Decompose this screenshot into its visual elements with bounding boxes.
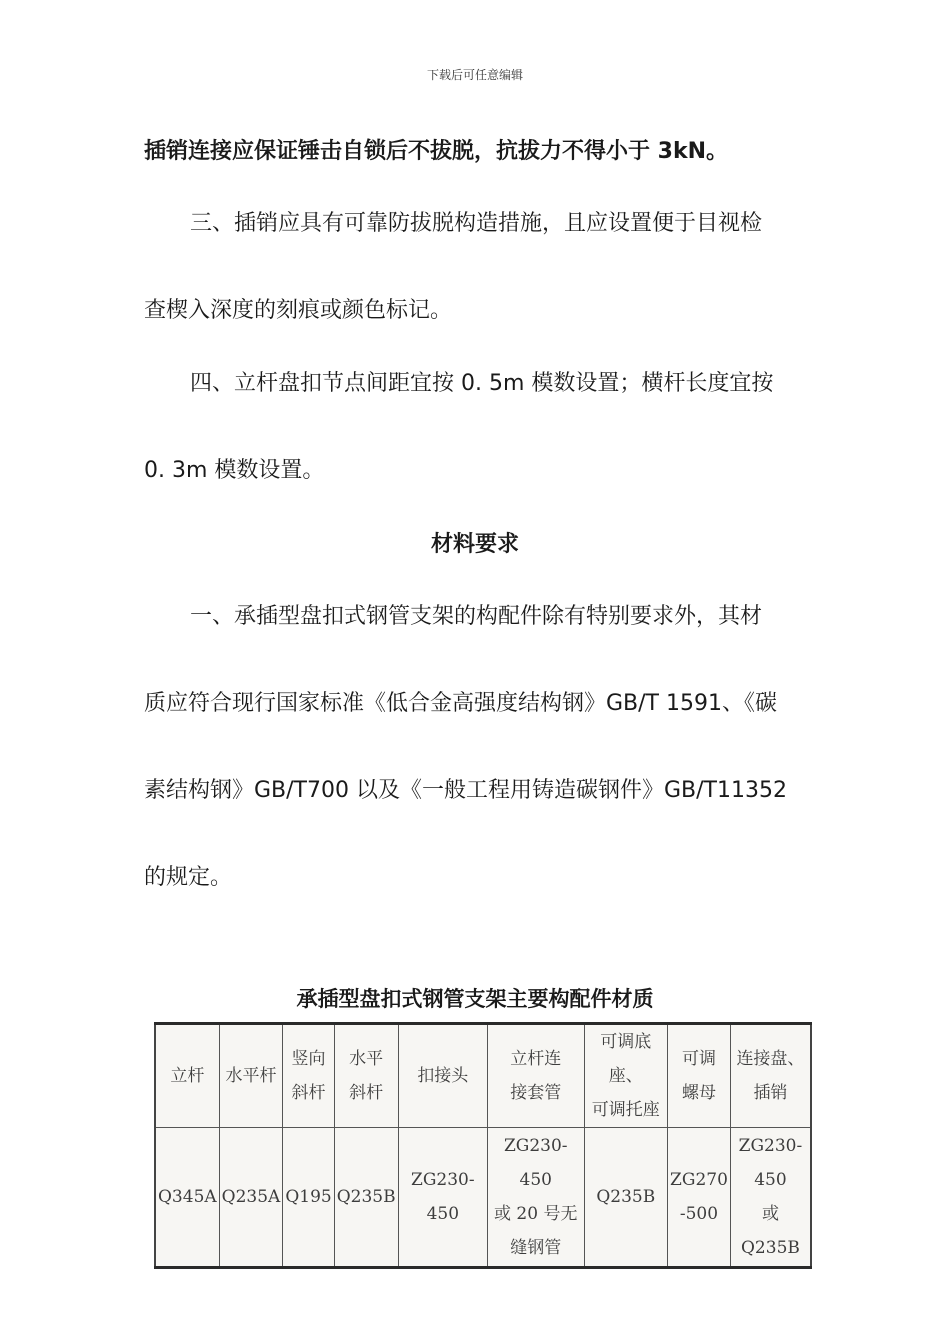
- paragraph-line: 四、立杆盘扣节点间距宜按 0. 5m 模数设置；横杆长度宜按: [190, 371, 774, 396]
- table-header-cell: 立杆连 接套管: [488, 1024, 585, 1128]
- paragraph-line: 质应符合现行国家标准《低合金高强度结构钢》GB/T 1591、《碳: [144, 691, 777, 716]
- table-header-cell: 可调 螺母: [668, 1024, 731, 1128]
- table-cell: ZG230-450 或 20 号无 缝钢管: [488, 1128, 585, 1268]
- table-cell: ZG230-450: [398, 1128, 487, 1268]
- paragraph-line: 一、承插型盘扣式钢管支架的构配件除有特别要求外，其材: [190, 604, 763, 629]
- paragraph-line: 三、插销应具有可靠防拔脱构造措施，且应设置便于目视检: [190, 211, 763, 236]
- table-cell: Q235A: [219, 1128, 283, 1268]
- table-header-cell: 可调底座、 可调托座: [584, 1024, 668, 1128]
- paragraph-line: 查楔入深度的刻痕或颜色标记。: [144, 298, 453, 323]
- table-header-cell: 水平 斜杆: [334, 1024, 398, 1128]
- paragraph-line: 素结构钢》GB/T700 以及《一般工程用铸造碳钢件》GB/T11352: [144, 778, 787, 803]
- table-header-cell: 扣接头: [398, 1024, 487, 1128]
- paragraph-line: 插销连接应保证锤击自锁后不拔脱，抗拔力不得小于 3kN。: [144, 139, 729, 164]
- table-header-cell: 连接盘、 插销: [730, 1024, 811, 1128]
- table-cell: Q235B: [334, 1128, 398, 1268]
- table-cell: Q345A: [155, 1128, 219, 1268]
- table-header-cell: 立杆: [155, 1024, 219, 1128]
- section-heading: 材料要求: [430, 532, 519, 557]
- table-header-row: [155, 1024, 811, 1128]
- table-cell: ZG270 -500: [668, 1128, 731, 1268]
- paragraph-line: 的规定。: [144, 865, 233, 890]
- header-note: 下载后可任意编辑: [426, 68, 523, 82]
- table-row: [155, 1128, 811, 1268]
- table-title: 承插型盘扣式钢管支架主要构配件材质: [296, 987, 654, 1011]
- paragraph-line: 0. 3m 模数设置。: [144, 458, 325, 483]
- table-header-cell: 竖向 斜杆: [283, 1024, 334, 1128]
- table-header-cell: 水平杆: [219, 1024, 283, 1128]
- material-table: [154, 1022, 812, 1269]
- table-cell: ZG230-450 或 Q235B: [730, 1128, 811, 1268]
- table-cell: Q195: [283, 1128, 334, 1268]
- table-cell: Q235B: [584, 1128, 668, 1268]
